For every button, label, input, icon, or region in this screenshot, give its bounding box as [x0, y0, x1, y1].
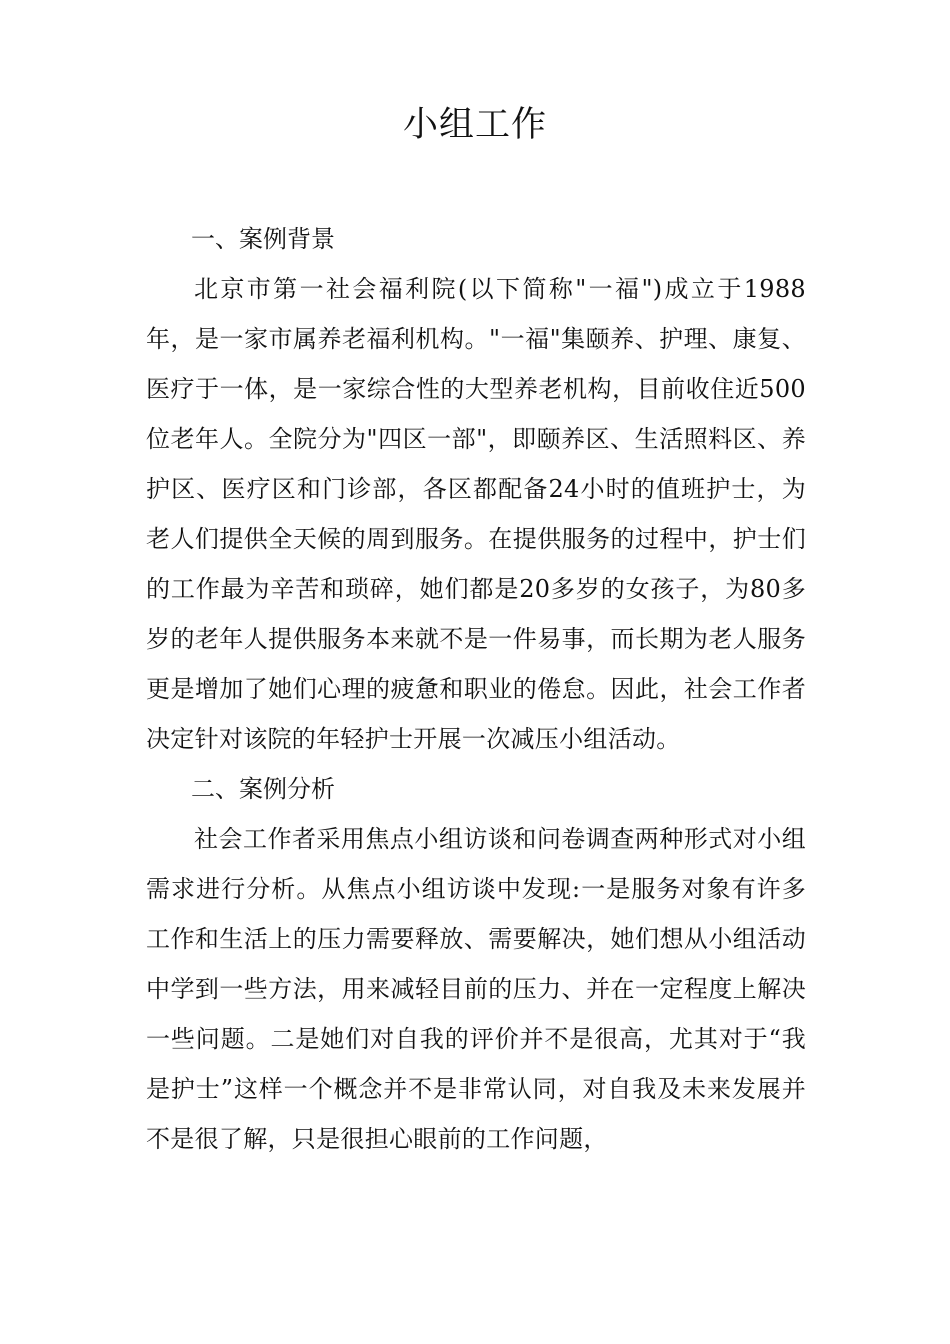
document-body: [146, 214, 806, 1164]
section-heading: 一、案例背景: [191, 225, 335, 253]
section-case-background: [146, 214, 806, 764]
document-title: 小组工作: [402, 105, 547, 145]
section-paragraph: 北京市第一社会福利院(以下简称"一福")成立于1988年，是一家市属养老福利机构。"一福"集颐养、护理、康复、医疗于一体，是一家综合性的大型养老机构，目前收住近500位老年人。全院分为"四区一部"，即颐养区、生活照料区、养护区、医疗区和门诊部，各区都配备24小时的值班护士，为老人们提供全天候的周到服务。在提供服务的过程中，护士们的工作最为辛苦和琐碎，她们都是20多岁的女孩子，为80多岁的老年人提供服务本来就不是一件易事，而长期为老人服务更是增加了她们心理的疲惫和职业的倦怠。因此，社会工作者决定针对该院的年轻护士开展一次减压小组活动。: [146, 275, 806, 753]
section-heading: 二、案例分析: [191, 775, 335, 803]
section-paragraph: 社会工作者采用焦点小组访谈和问卷调查两种形式对小组需求进行分析。从焦点小组访谈中发现:一是服务对象有许多工作和生活上的压力需要释放、需要解决，她们想从小组活动中学到一些方法，用来减轻目前的压力、并在一定程度上解决一些问题。二是她们对自我的评价并不是很高，尤其对于“我是护士”这样一个概念并不是非常认同，对自我及未来发展并不是很了解，只是很担心眼前的工作问题，: [146, 825, 806, 1153]
section-case-analysis: [146, 764, 806, 1164]
